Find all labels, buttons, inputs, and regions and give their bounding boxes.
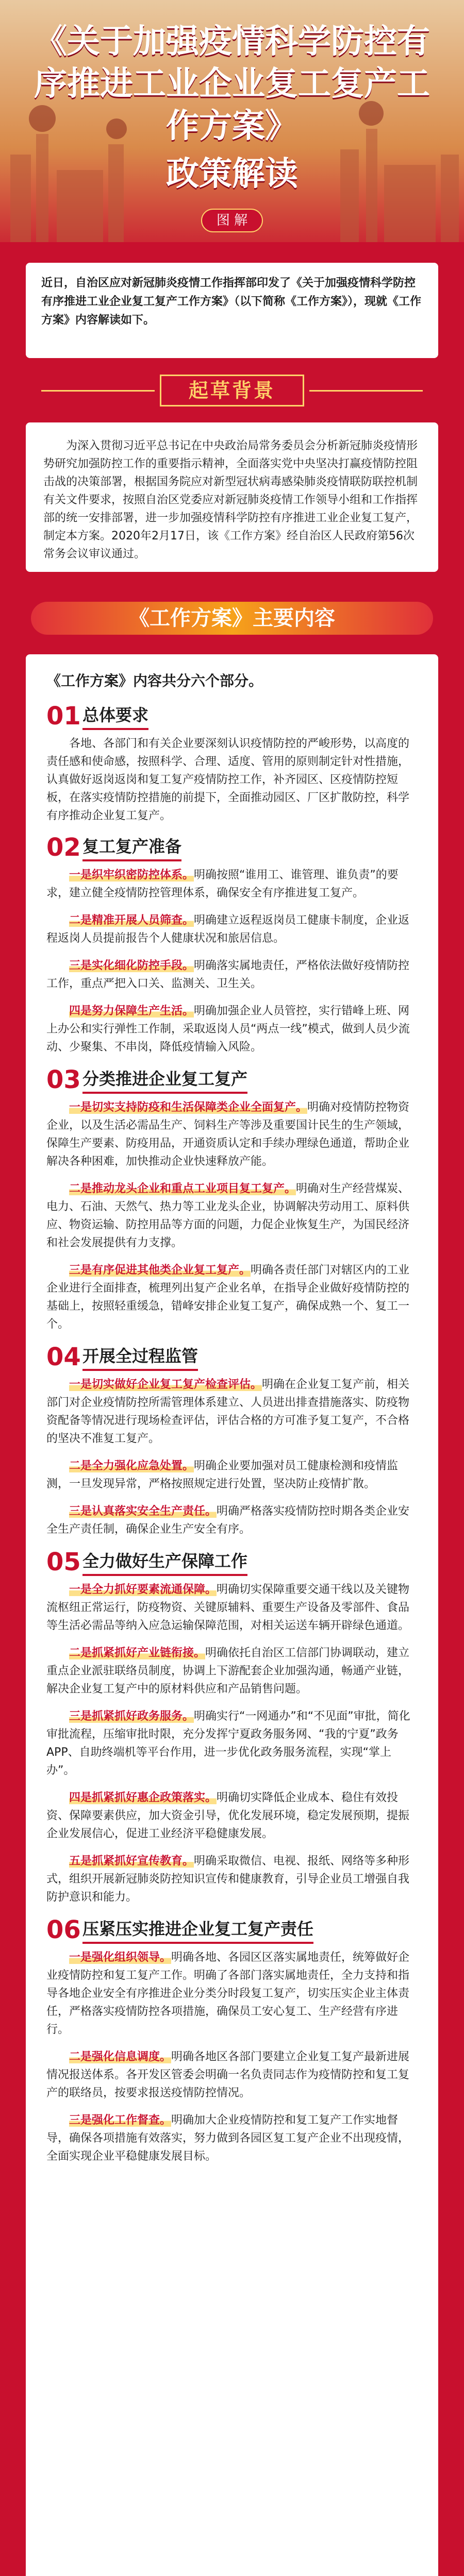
section-title: 全力做好生产保障工作 (82, 1548, 247, 1576)
item-keyword: 四是努力保障生产生活。 (69, 1005, 194, 1018)
item-keyword: 一是织牢织密防控体系。 (69, 869, 194, 882)
item-text: 明确严格落实疫情防控时期各类企业安全生产责任制，确保企业生产安全有序。 (46, 1505, 410, 1536)
section-item (46, 2111, 418, 2165)
main-content-heading (0, 598, 464, 639)
item-keyword: 四是抓紧抓好惠企政策落实。 (69, 1791, 217, 1804)
section-title: 分类推进企业复工复产 (82, 1066, 247, 1094)
item-text: 明确加强企业人员管控，实行错峰上班、网上办公和实行弹性工作制，采取返岗人员“两点一线”模式，做到人员少流动、少聚集、不串岗，降低疫情输入风险。 (46, 1005, 410, 1054)
item-keyword: 二是精准开展人员筛查。 (69, 914, 194, 927)
item-keyword: 三是认真落实安全生产责任。 (69, 1505, 217, 1518)
section-title: 复工复产准备 (82, 834, 181, 861)
item-keyword: 一是切实做好企业复工复产检查评估。 (69, 1378, 262, 1391)
section-header (46, 1916, 418, 1944)
section-number: 03 (46, 1065, 81, 1094)
item-text: 明确在企业复工复产前，相关部门对企业疫情防控所需管理体系建立、人员进出排查措施落实、防疫物资配备等情况进行现场检查评估，评估合格的方可准予复工复产，不合格的坚决不准复工复产。 (46, 1378, 410, 1445)
section-title: 压紧压实推进企业复工复产责任 (82, 1916, 313, 1944)
section (46, 1548, 418, 1906)
section-item (46, 1180, 418, 1252)
section-title: 总体要求 (82, 702, 148, 730)
section (46, 833, 418, 1056)
section (46, 1065, 418, 1333)
main-content-heading-label: 《工作方案》主要内容 (31, 602, 433, 635)
item-text: 明确按照“谁用工、谁管理、谁负责”的要求，建立健全疫情防控管理体系，确保安全有序推进复工复产。 (46, 869, 399, 900)
item-text: 明确实行“一网通办”和“不见面”审批，简化审批流程，压缩审批时限，充分发挥宁夏政务服务网、“我的宁夏”政务APP、自助终端机等平台作用，进一步优化政务服务流程，实现“掌上办”。 (46, 1710, 410, 1777)
section-item (46, 2048, 418, 2102)
heading-line-right (309, 390, 423, 392)
item-text: 明确切实降低企业成本、稳住有效投资、保障要素供应，加大资金引导，优化发展环境，稳定发展预期，提振企业发展信心，促进工业经济平稳健康发展。 (46, 1791, 410, 1840)
heading-line-left (41, 390, 155, 392)
section-item (46, 1707, 418, 1780)
illustrated-badge: 图 解 (201, 209, 263, 232)
section-item (46, 911, 418, 947)
background-text: 为深入贯彻习近平总书记在中央政治局常务委员会分析新冠肺炎疫情形势研究加强防控工作的重要指示精神，全面落实党中央坚决打赢疫情防控阻击战的决策部署，根据国务院应对新型冠状病毒感染肺炎疫情联防联控机制有关文件要求，按照自治区党委应对新冠肺炎疫情工作领导小组和工作指挥部的统一安排部署，进一步加强疫情科学防控有序推进工业企业复工复产，制定本方案。2020年2月17日，该《工作方案》经自治区人民政府第56次常务会议审议通过。 (43, 439, 418, 561)
section (46, 1916, 418, 2165)
item-text: 明确企业要加强对员工健康检测和疫情监测，一旦发现异常，严格按照规定进行处置，坚决防止疫情扩散。 (46, 1460, 399, 1490)
item-keyword: 二是强化信息调度。 (69, 2050, 172, 2063)
section-item (46, 1789, 418, 1843)
section-item (46, 1502, 418, 1538)
page-title: 《关于加强疫情科学防控有序推进工业企业复工复产工作方案》 (34, 23, 430, 145)
section-item (46, 1376, 418, 1448)
section-item (46, 1457, 418, 1493)
item-keyword: 三是强化工作督查。 (69, 2114, 172, 2127)
item-keyword: 三是有序促进其他类企业复工复产。 (69, 1264, 251, 1277)
item-keyword: 一是强化组织领导。 (69, 1951, 172, 1964)
item-keyword: 一是切实支持防疫和生活保障类企业全面复产。 (69, 1101, 308, 1114)
section-header (46, 702, 418, 731)
section-number: 02 (46, 833, 81, 862)
section-number: 01 (46, 702, 81, 731)
section-header (46, 833, 418, 862)
item-text: 明确对生产经营煤炭、电力、石油、天然气、热力等工业龙头企业，协调解决劳动用工、原料供应、物资运输、防控用品等方面的问题，力促企业恢复生产，为国民经济和社会发展提供有力支撑。 (46, 1182, 410, 1249)
section-number: 06 (46, 1916, 81, 1944)
item-text: 明确依托自治区工信部门协调联动，建立重点企业派驻联络员制度，协调上下游配套企业加强沟通，畅通产业链，解决企业复工复产中的原材料供应和产品销售问题。 (46, 1647, 410, 1696)
section-item (46, 1644, 418, 1698)
background-heading (0, 368, 464, 415)
section-item (46, 1261, 418, 1333)
item-text: 明确对疫情防控物资企业，以及生活必需品生产、饲料生产等涉及重要国计民生的生产领域，保障生产要素、防疫用品，开通资质认定和手续办理绿色通道，帮助企业解决各种困难，加快推动企业快速释放产能。 (46, 1101, 410, 1168)
section-header (46, 1343, 418, 1371)
item-text: 明确采取微信、电视、报纸、网络等多种形式，组织开展新冠肺炎防控知识宣传和健康教育，引导企业员工增强自我防护意识和能力。 (46, 1855, 410, 1904)
section (46, 702, 418, 825)
item-text: 明确加大企业疫情防控和复工复产工作实地督导，确保各项措施有效落实，努力做到各园区复工复产企业不出现疫情，全面实现企业平稳健康发展目标。 (46, 2114, 410, 2163)
section-item (46, 957, 418, 993)
intro-text: 近日，自治区应对新冠肺炎疫情工作指挥部印发了《关于加强疫情科学防控有序推进工业企业复工复产工作方案》（以下简称《工作方案》），现就《工作方案》内容解读如下。 (41, 277, 422, 327)
main-content-card (26, 654, 438, 2576)
section-item (46, 1581, 418, 1635)
item-keyword: 二是抓紧抓好产业链衔接。 (69, 1647, 206, 1659)
sections-list (46, 702, 418, 2165)
item-keyword: 二是全力强化应急处置。 (69, 1460, 194, 1472)
item-text: 明确切实保障重要交通干线以及关键物流枢纽正常运行，防疫物资、关键原辅料、重要生产设备及零部件、食品等生活必需品等纳入应急运输保障范围，对相关运送车辆开辟绿色通道。 (46, 1583, 410, 1632)
section-item (46, 866, 418, 902)
page-subtitle: 政策解读 (166, 155, 298, 193)
item-text: 明确落实属地责任，严格依法做好疫情防控工作，重点严把入口关、监测关、卫生关。 (46, 959, 410, 990)
section-header (46, 1065, 418, 1094)
item-keyword: 三是实化细化防控手段。 (69, 959, 194, 972)
background-card (26, 422, 438, 572)
section-item (46, 1002, 418, 1056)
section-paragraph: 各地、各部门和有关企业要深刻认识疫情防控的严峻形势，以高度的责任感和使命感，按照科学、合理、适度、管用的原则制定针对性措施，认真做好返岗返岗和复工复产疫情防控工作，补齐园区、区疫情防控短板，在落实疫情防控措施的前提下，全面推动园区、厂区扩散防控，科学有序推动企业复工复产。 (46, 737, 410, 822)
item-keyword: 一是全力抓好要素流通保障。 (69, 1583, 217, 1596)
item-keyword: 二是推动龙头企业和重点工业项目复工复产。 (69, 1182, 296, 1195)
section-item (46, 1852, 418, 1906)
item-text: 明确建立返程返岗员工健康卡制度，企业返程返岗人员提前报告个人健康状况和旅居信息。 (46, 914, 410, 945)
item-text: 明确各地区各部门要建立企业复工复产最新进展情况报送体系。各开发区管委会明确一名负责同志作为疫情防控和复工复产的联络员，按要求报送疫情防控情况。 (46, 2050, 410, 2099)
section-header (46, 1548, 418, 1577)
item-keyword: 五是抓紧抓好宣传教育。 (69, 1855, 194, 1868)
section-number: 04 (46, 1343, 81, 1371)
item-keyword: 三是抓紧抓好政务服务。 (69, 1710, 194, 1723)
background-heading-label: 起草背景 (160, 375, 304, 406)
item-text: 明确各地、各园区区落实属地责任，统筹做好企业疫情防控和复工复产工作。明确了各部门落实属地责任，全力支持和指导各地企业安全有序推进企业分类分时段复工复产，切实压实企业主体责任，严格落实疫情防控各项措施，确保员工安心复工、生产经营有序进行。 (46, 1951, 410, 2036)
hero-banner (0, 0, 464, 268)
intro-card (26, 263, 438, 358)
section-item (46, 1098, 418, 1171)
section-number: 05 (46, 1548, 81, 1577)
section-item (46, 1948, 418, 2039)
main-lead: 《工作方案》内容共分六个部分。 (46, 672, 263, 689)
section-title: 开展全过程监管 (82, 1343, 198, 1371)
item-text: 明确各责任部门对辖区内的工业企业进行全面排查，梳理列出复产企业名单，在指导企业做好疫情防控的基础上，按照轻重缓急，错峰安排企业复工复产，确保成熟一个、复工一个。 (46, 1264, 410, 1331)
section (46, 1343, 418, 1538)
